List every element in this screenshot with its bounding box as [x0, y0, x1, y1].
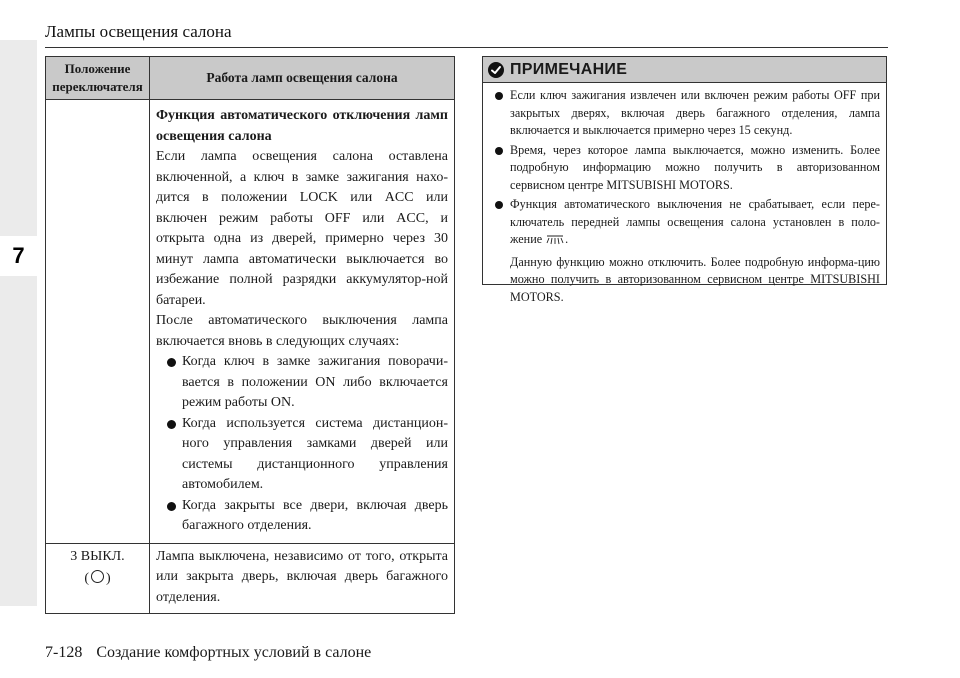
off-description-cell [150, 543, 455, 614]
table-header-row [46, 57, 455, 100]
auto-off-title: Функция автоматического отключения ламп освещения салона [156, 108, 448, 144]
section-name: Создание комфортных условий в салоне [96, 644, 372, 661]
col-header-operation: Работа ламп освещения салона [150, 57, 455, 100]
list-item-text: Если ключ зажигания извлечен или включен режим работы OFF при закрытых дверях, включая дверь багажного отделения, лампа включается и выключается примерно через 15 секунд. [510, 88, 880, 137]
position-cell-off [46, 543, 150, 614]
off-description: Лампа выключена, независимо от того, открыта или закрыта дверь, включая дверь багажного отделения. [156, 548, 448, 605]
list-item-text: Функция автоматического выключения не срабатывает, если пере-ключатель передней лампы освещения салона установлен в поло-жение [510, 197, 880, 246]
note-paragraph: Данную функцию можно отключить. Более подробную информа-цию можно получить в авторизованном сервисном центре MITSUBISHI MOTORS. [510, 254, 880, 304]
list-item-text: Когда ключ в замке зажигания поворачи-вается в положении ON либо включается режим работы ON. [182, 354, 448, 410]
page-title: Лампы освещения салона [45, 22, 232, 41]
table-row [46, 100, 455, 544]
chapter-number: 7 [12, 243, 25, 268]
checkmark-icon [488, 62, 504, 78]
page-footer [45, 644, 371, 662]
off-circle-icon [91, 570, 104, 583]
sentence-end: . [565, 232, 569, 246]
list-item-text: Время, через которое лампа выключается, можно изменить. Более подробную информацию можно получить в авторизованном сервисном центре MITSUBISHI MOTORS. [510, 142, 880, 192]
bullet-icon [495, 147, 503, 155]
position-label: 3 ВЫКЛ. [70, 548, 125, 564]
chapter-side-tab [0, 40, 37, 606]
list-item [489, 196, 880, 252]
list-item [156, 414, 448, 496]
paren-close: ) [106, 571, 111, 586]
note-body [483, 83, 886, 306]
reactivation-paragraph: После автоматического выключения лампа включается вновь в следующих случаях: [156, 313, 448, 349]
bullet-icon [495, 201, 503, 209]
list-item [156, 496, 448, 537]
note-header [483, 57, 886, 83]
note-box [482, 56, 887, 304]
list-item [156, 352, 448, 414]
bullet-icon [167, 420, 176, 429]
bullet-icon [495, 92, 503, 100]
col-header-position: Положение переключателя [46, 57, 150, 100]
door-switch-position-icon [545, 233, 565, 252]
position-cell-empty [46, 100, 150, 544]
bullet-icon [167, 502, 176, 511]
list-item [489, 142, 880, 195]
position-symbol [52, 569, 143, 590]
header-divider [45, 47, 888, 48]
table-row [46, 543, 455, 614]
switch-table [45, 56, 455, 614]
chapter-marker [0, 236, 37, 276]
auto-off-paragraph: Если лампа освещения салона оставлена включенной, а ключ в замке зажигания нахо-дится в положении LOCK или ACC или включен режим работы OFF или ACC, и открыта одна из дверей, примерно через 30 минут лампа автоматически выключается во избежание полной разрядки аккумулятор-ной батареи. [156, 149, 448, 308]
bullet-icon [167, 358, 176, 367]
list-item-text: Когда закрыты все двери, включая дверь багажного отделения. [182, 497, 448, 533]
note-title: ПРИМЕЧАНИЕ [510, 60, 628, 78]
list-item-text: Когда используется система дистанцион-ного управления замками дверей или системы дистанционного управления автомобилем. [182, 415, 448, 492]
list-item [489, 87, 880, 140]
paren-open: ( [84, 571, 89, 586]
page-number: 7-128 [45, 644, 83, 661]
auto-off-cell [150, 100, 455, 544]
